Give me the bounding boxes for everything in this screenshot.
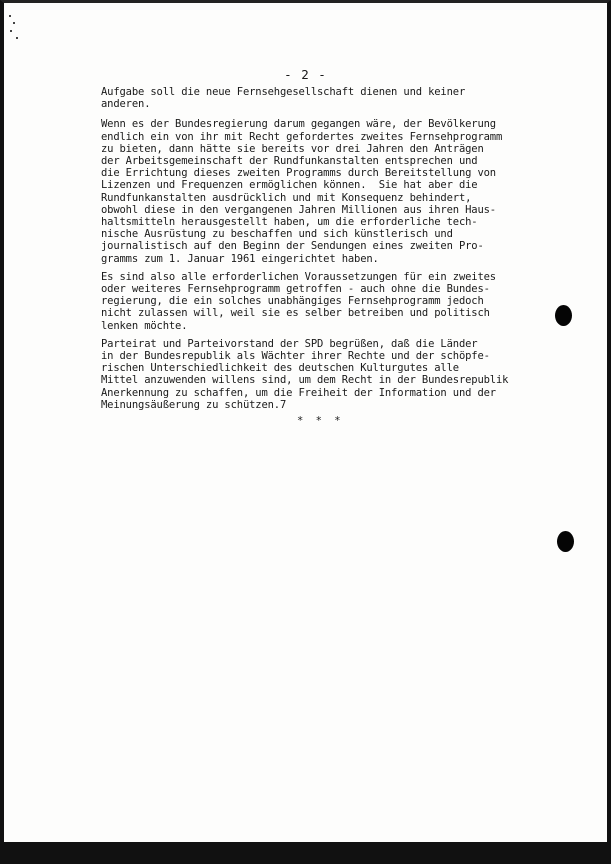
paragraph-bundesregierung: Wenn es der Bundesregierung darum gegangen wäre, der Bevölkerung endlich ein von ihr mit Recht gefordertes zweites Fernsehprogramm zu bieten, dann hätte sie bereits vor drei Jahren den Anträgen der Arbeitsgemeinschaft der Rundfunkanstalten entsprechen und die Errichtung dieses zweiten Programms durch Bereitstellung von Lizenzen und Frequenzen ermöglichen können. Sie hat aber die Rundfunkanstalten ausdrücklich und mit Konsequenz behindert, obwohl diese in den vergangenen Jahren Millionen aus ihren Haus- haltsmitteln herausgestellt haben, um die erforderliche tech- nische Ausrüstung zu beschaffen und sich künstlerisch und journalistisch auf den Beginn der Sendungen eines zweiten Pro- gramms zum 1. Januar 1961 eingerichtet haben. <box>101 118 503 265</box>
paragraph-continuation: Aufgabe soll die neue Fernsehgesellschaft dienen und keiner anderen. <box>101 86 466 111</box>
punch-hole-bottom <box>557 531 574 552</box>
document-page <box>4 3 607 842</box>
punch-hole-top <box>555 305 572 326</box>
scan-speckles <box>8 13 20 43</box>
body-text <box>101 86 571 417</box>
paragraph-parteirat: Parteirat und Parteivorstand der SPD begrüßen, daß die Länder in der Bundesrepublik als Wächter ihrer Rechte und der schöpfe- rischen Unterschiedlichkeit des deutschen Kulturgutes alle Mittel anzuwenden willens sind, um dem Recht in der Bundesrepublik Anerkennung zu schaffen, um die Freiheit der Information und der Meinungsäußerung zu schützen.7 <box>101 337 509 411</box>
closing-stars: * * * <box>297 415 344 427</box>
page-number: - 2 - <box>284 67 327 82</box>
paragraph-voraussetzungen: Es sind also alle erforderlichen Voraussetzungen für ein zweites oder weiteres Fernsehprogramm getroffen - auch ohne die Bundes- regierung, die ein solches unabhängiges Fernsehprogramm jedoch nicht zulassen will, weil sie es selber betreiben und politisch lenken möchte. <box>101 270 496 332</box>
